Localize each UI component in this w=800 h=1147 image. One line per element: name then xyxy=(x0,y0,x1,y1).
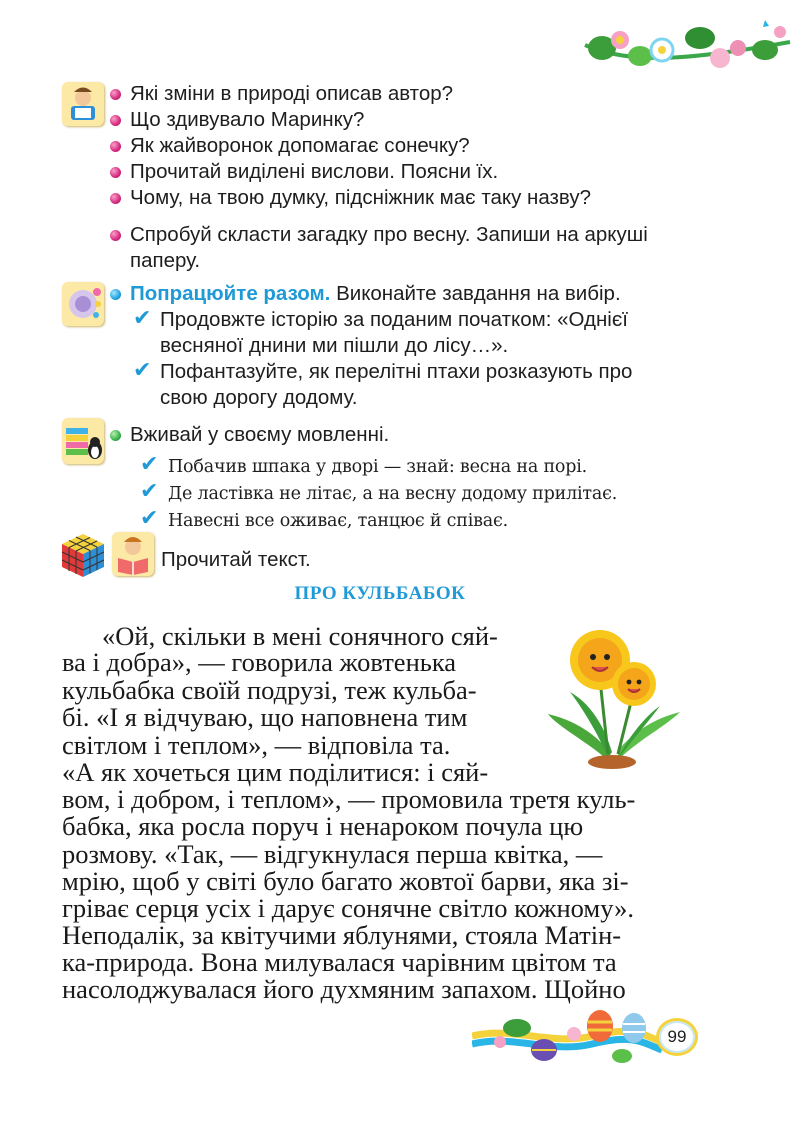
story-line: гріває серця усіх і дарує сонячне світло кожному». xyxy=(62,893,634,923)
story-title: ПРО КУЛЬБАБОК xyxy=(294,583,466,604)
story-line: вом, і добром, і теплом», — промовила третя куль- xyxy=(62,784,636,814)
page-number-badge xyxy=(656,1018,698,1056)
bullet-icon xyxy=(110,193,121,204)
story-line: бабка, яка росла поруч і ненароком почула цю xyxy=(62,811,584,841)
checkmark-icon: ✔ xyxy=(140,451,159,476)
checkmark-icon: ✔ xyxy=(133,305,152,330)
group-option-line: Продовжте історію за поданим початком: «Однієї xyxy=(160,308,628,331)
story-line: Неподалік, за квітучими яблунями, стояла Матін- xyxy=(62,920,622,950)
group-task-highlight: Попрацюйте разом. xyxy=(130,282,331,305)
story-line: ка-природа. Вона милувалася чарівним цвітом та xyxy=(62,947,617,977)
question-item: Прочитай виділені вислови. Поясни їх. xyxy=(130,160,499,183)
bullet-icon xyxy=(110,167,121,178)
proverb-item: Побачив шпака у дворі — знай: весна на порі. xyxy=(168,457,588,477)
story-line: насолоджувалася його духмяним запахом. Щойно xyxy=(62,974,626,1004)
group-task-text: Виконайте завдання на вибір. xyxy=(330,282,621,305)
books-penguin-icon xyxy=(62,418,104,464)
reading-child-icon xyxy=(62,82,104,126)
bullet-icon xyxy=(110,141,121,152)
group-option-line: Пофантазуйте, як перелітні птахи розказують про xyxy=(160,360,633,383)
story-line: бі. «І я відчуваю, що наповнена тим xyxy=(62,702,468,732)
question-item: Чому, на твою думку, підсніжник має таку назву? xyxy=(130,186,592,209)
reading-book-icon xyxy=(112,532,154,576)
checkmark-icon: ✔ xyxy=(133,357,152,382)
dandelion-illustration xyxy=(548,622,680,772)
proverb-item: Навесні все оживає, танцює й співає. xyxy=(168,511,508,531)
riddle-task-line: паперу. xyxy=(130,249,201,272)
bullet-icon xyxy=(110,289,121,300)
group-option-line: весняної днини ми пішли до лісу…». xyxy=(160,334,509,357)
easter-eggs-decoration xyxy=(472,1006,662,1070)
bullet-icon xyxy=(110,89,121,100)
checkmark-icon: ✔ xyxy=(140,478,159,503)
story-line: «А як хочеться цим поділитися: і сяй- xyxy=(62,757,489,787)
bullet-icon xyxy=(110,115,121,126)
story-line: «Ой, скільки в мені сонячного сяй- xyxy=(102,621,498,651)
group-task xyxy=(130,281,621,306)
question-item: Що здивувало Маринку? xyxy=(130,108,365,131)
story-line: кульбабка своїй подрузі, теж кульба- xyxy=(62,675,477,705)
checkmark-icon: ✔ xyxy=(140,505,159,530)
rubiks-cube-icon xyxy=(58,530,108,580)
story-line: світлом і теплом», — відповіла та. xyxy=(62,730,451,760)
riddle-task-line: Спробуй скласти загадку про весну. Запиши на аркуші xyxy=(130,223,648,246)
proverb-item: Де ластівка не літає, а на весну додому прилітає. xyxy=(168,484,618,504)
proverbs-task-label: Вживай у своєму мовленні. xyxy=(130,423,390,446)
palette-icon xyxy=(62,282,104,326)
bullet-icon xyxy=(110,230,121,241)
read-task: Прочитай текст. xyxy=(161,548,311,571)
story-line: розмову. «Так, — відгукнулася перша квітка, — xyxy=(62,839,603,869)
bullet-icon xyxy=(110,430,121,441)
page-number: 99 xyxy=(667,1027,687,1046)
question-item: Які зміни в природі описав автор? xyxy=(130,82,454,105)
story-line: мрію, щоб у світі було багато жовтої барви, яка зі- xyxy=(62,866,629,896)
story-line: ва і добра», — говорила жовтенька xyxy=(62,647,457,677)
floral-decoration-top xyxy=(580,10,795,85)
group-option-line: свою дорогу додому. xyxy=(160,386,358,409)
question-item: Як жайворонок допомагає сонечку? xyxy=(130,134,470,157)
